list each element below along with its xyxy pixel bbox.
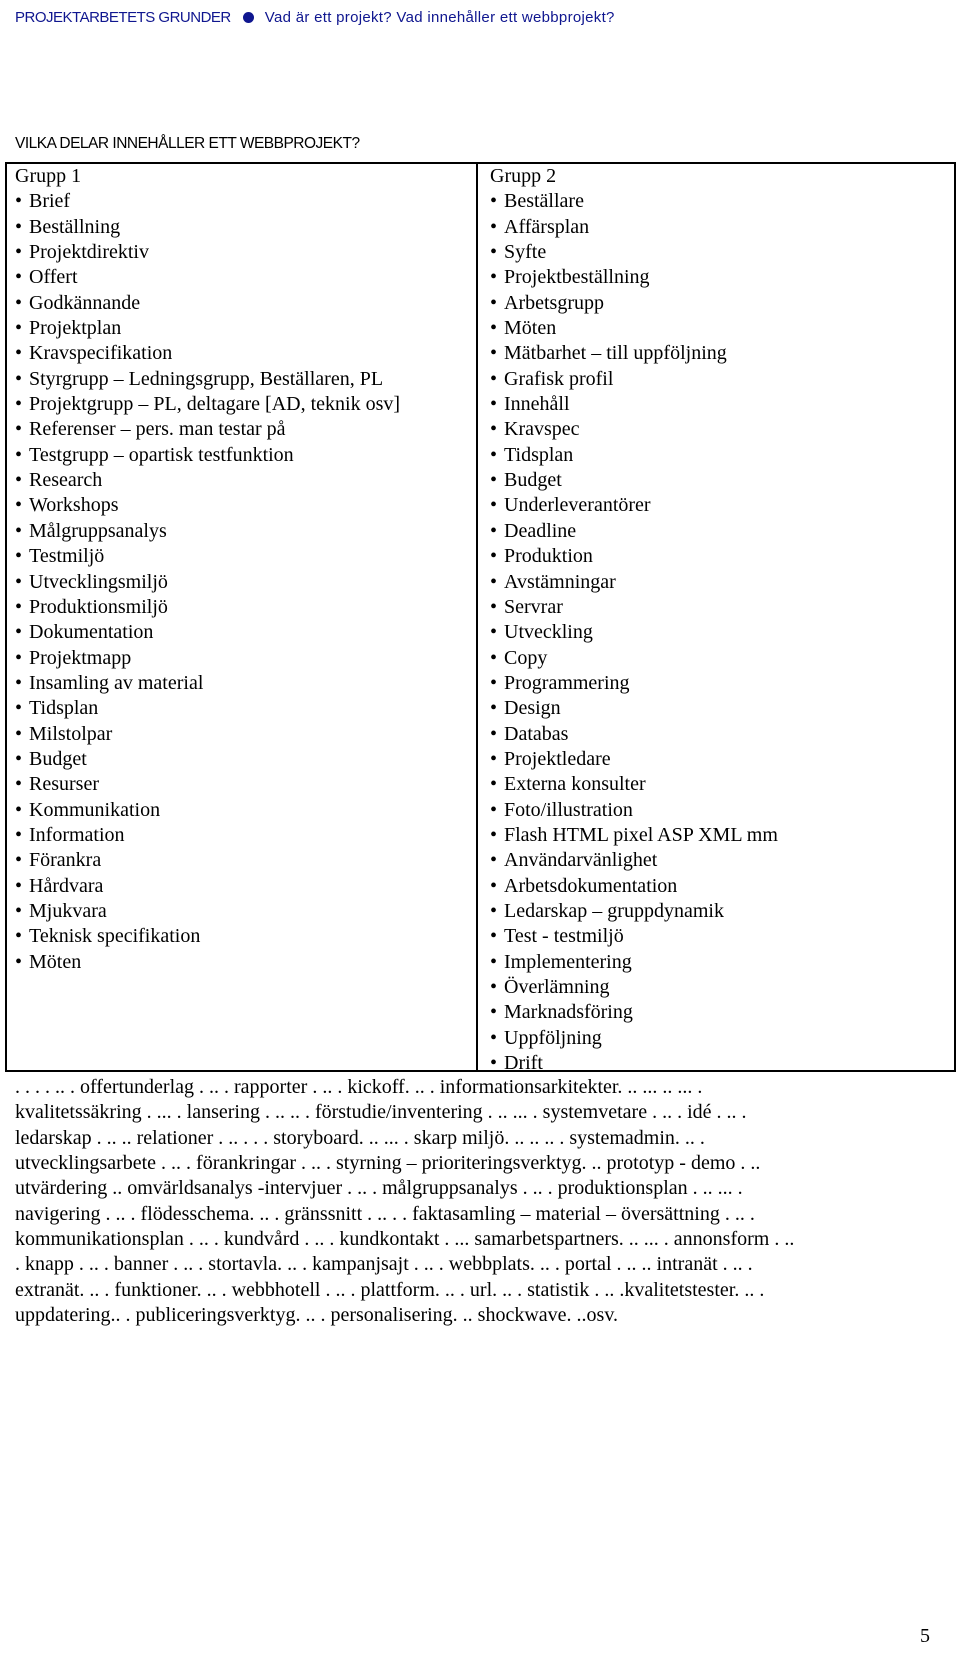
list-item: • Deadline: [490, 519, 778, 544]
list-item: • Avstämningar: [490, 570, 778, 595]
list-item: • Möten: [15, 950, 400, 975]
list-item: • Test - testmiljö: [490, 924, 778, 949]
group-2-list: [490, 189, 778, 1076]
list-item: • Drift: [490, 1051, 778, 1076]
list-item: • Externa konsulter: [490, 772, 778, 797]
list-item: • Tidsplan: [490, 443, 778, 468]
list-item: • Produktion: [490, 544, 778, 569]
group-1-title: Grupp 1: [15, 165, 82, 187]
list-item: • Beställare: [490, 189, 778, 214]
group-2-column: [490, 164, 778, 1076]
list-item: • Workshops: [15, 493, 400, 518]
list-item: • Foto/illustration: [490, 798, 778, 823]
list-item: • Budget: [490, 468, 778, 493]
extra-terms-line: navigering . .. . flödesschema. .. . gränssnitt . .. . . faktasamling – material – översättning . .. .: [15, 1202, 755, 1225]
extra-terms-line: uppdatering.. . publiceringsverktyg. .. . personalisering. .. shockwave. ..osv.: [15, 1304, 619, 1327]
list-item: • Beställning: [15, 215, 400, 240]
header-subtitle: Vad är ett projekt? Vad innehåller ett webbprojekt?: [264, 8, 615, 26]
group-1-column: [15, 164, 400, 975]
list-item: • Kommunikation: [15, 798, 400, 823]
list-item: • Hårdvara: [15, 874, 400, 899]
group-2-title: Grupp 2: [490, 165, 557, 187]
list-item: • Innehåll: [490, 392, 778, 417]
list-item: • Brief: [15, 189, 400, 214]
list-item: • Affärsplan: [490, 215, 778, 240]
list-item: • Testmiljö: [15, 544, 400, 569]
table-divider: [476, 162, 478, 1072]
list-item: • Förankra: [15, 848, 400, 873]
group-1-list: [15, 189, 400, 975]
list-item: • Referenser – pers. man testar på: [15, 417, 400, 442]
list-item: • Utveckling: [490, 620, 778, 645]
list-item: • Programmering: [490, 671, 778, 696]
list-item: • Projektgrupp – PL, deltagare [AD, teknik osv]: [15, 392, 400, 417]
list-item: • Grafisk profil: [490, 367, 778, 392]
list-item: • Utvecklingsmiljö: [15, 570, 400, 595]
list-item: • Syfte: [490, 240, 778, 265]
section-question: VILKA DELAR INNEHÅLLER ETT WEBBPROJEKT?: [15, 135, 360, 152]
list-item: • Styrgrupp – Ledningsgrupp, Beställaren, PL: [15, 367, 400, 392]
list-item: • Implementering: [490, 950, 778, 975]
list-item: • Offert: [15, 265, 400, 290]
extra-terms-line: kvalitetssäkring . ... . lansering . .. .. . förstudie/inventering . .. ... . systemvetare . .. . idé . .. .: [15, 1101, 747, 1124]
list-item: • Kravspec: [490, 417, 778, 442]
list-item: • Design: [490, 696, 778, 721]
list-item: • Projektplan: [15, 316, 400, 341]
list-item: • Dokumentation: [15, 620, 400, 645]
list-item: • Kravspecifikation: [15, 341, 400, 366]
list-item: • Underleverantörer: [490, 493, 778, 518]
list-item: • Tidsplan: [15, 696, 400, 721]
list-item: • Uppföljning: [490, 1026, 778, 1051]
list-item: • Användarvänlighet: [490, 848, 778, 873]
list-item: • Flash HTML pixel ASP XML mm: [490, 823, 778, 848]
extra-terms-paragraph: [15, 1075, 945, 1328]
list-item: • Teknisk specifikation: [15, 924, 400, 949]
header-section-title: PROJEKTARBETETS GRUNDER: [15, 8, 231, 26]
list-item: • Projektmapp: [15, 646, 400, 671]
list-item: • Insamling av material: [15, 671, 400, 696]
list-item: • Godkännande: [15, 291, 400, 316]
list-item: • Projektbeställning: [490, 265, 778, 290]
list-item: • Milstolpar: [15, 722, 400, 747]
list-item: • Arbetsdokumentation: [490, 874, 778, 899]
list-item: • Copy: [490, 646, 778, 671]
list-item: • Projektdirektiv: [15, 240, 400, 265]
list-item: • Målgruppsanalys: [15, 519, 400, 544]
list-item: • Research: [15, 468, 400, 493]
list-item: • Överlämning: [490, 975, 778, 1000]
extra-terms-line: . knapp . .. . banner . .. . stortavla. .. . kampanjsajt . .. . webbplats. .. . portal . .. .. intranät . .. .: [15, 1253, 753, 1276]
extra-terms-line: kommunikationsplan . .. . kundvård . .. . kundkontakt . ... samarbetspartners. .. ... . annonsform . ..: [15, 1228, 795, 1251]
extra-terms-line: utvärdering .. omvärldsanalys -intervjuer . .. . målgruppsanalys . .. . produktionsplan . .. ... .: [15, 1177, 743, 1200]
extra-terms-line: ledarskap . .. .. relationer . .. . . . storyboard. .. ... . skarp miljö. .. .. .. . systemadmin. .. .: [15, 1126, 705, 1149]
extra-terms-line: extranät. .. . funktioner. .. . webbhotell . .. . plattform. .. . url. .. . statistik . .. .kvalitetstester. .. .: [15, 1278, 765, 1301]
list-item: • Mjukvara: [15, 899, 400, 924]
extra-terms-line: . . . . .. . offertunderlag . .. . rapporter . .. . kickoff. .. . informationsarkitekter. .. ... .. ... .: [15, 1076, 703, 1098]
list-item: • Resurser: [15, 772, 400, 797]
list-item: • Information: [15, 823, 400, 848]
page-header: [15, 6, 615, 28]
bullet-dot-icon: [243, 12, 254, 23]
page-number: 5: [920, 1625, 930, 1647]
list-item: • Testgrupp – opartisk testfunktion: [15, 443, 400, 468]
list-item: • Arbetsgrupp: [490, 291, 778, 316]
list-item: • Budget: [15, 747, 400, 772]
list-item: • Mätbarhet – till uppföljning: [490, 341, 778, 366]
list-item: • Marknadsföring: [490, 1000, 778, 1025]
list-item: • Projektledare: [490, 747, 778, 772]
list-item: • Möten: [490, 316, 778, 341]
list-item: • Servrar: [490, 595, 778, 620]
list-item: • Ledarskap – gruppdynamik: [490, 899, 778, 924]
list-item: • Produktionsmiljö: [15, 595, 400, 620]
extra-terms-line: utvecklingsarbete . .. . förankringar . .. . styrning – prioriteringsverktyg. .. prototyp - demo . ..: [15, 1152, 761, 1175]
list-item: • Databas: [490, 722, 778, 747]
